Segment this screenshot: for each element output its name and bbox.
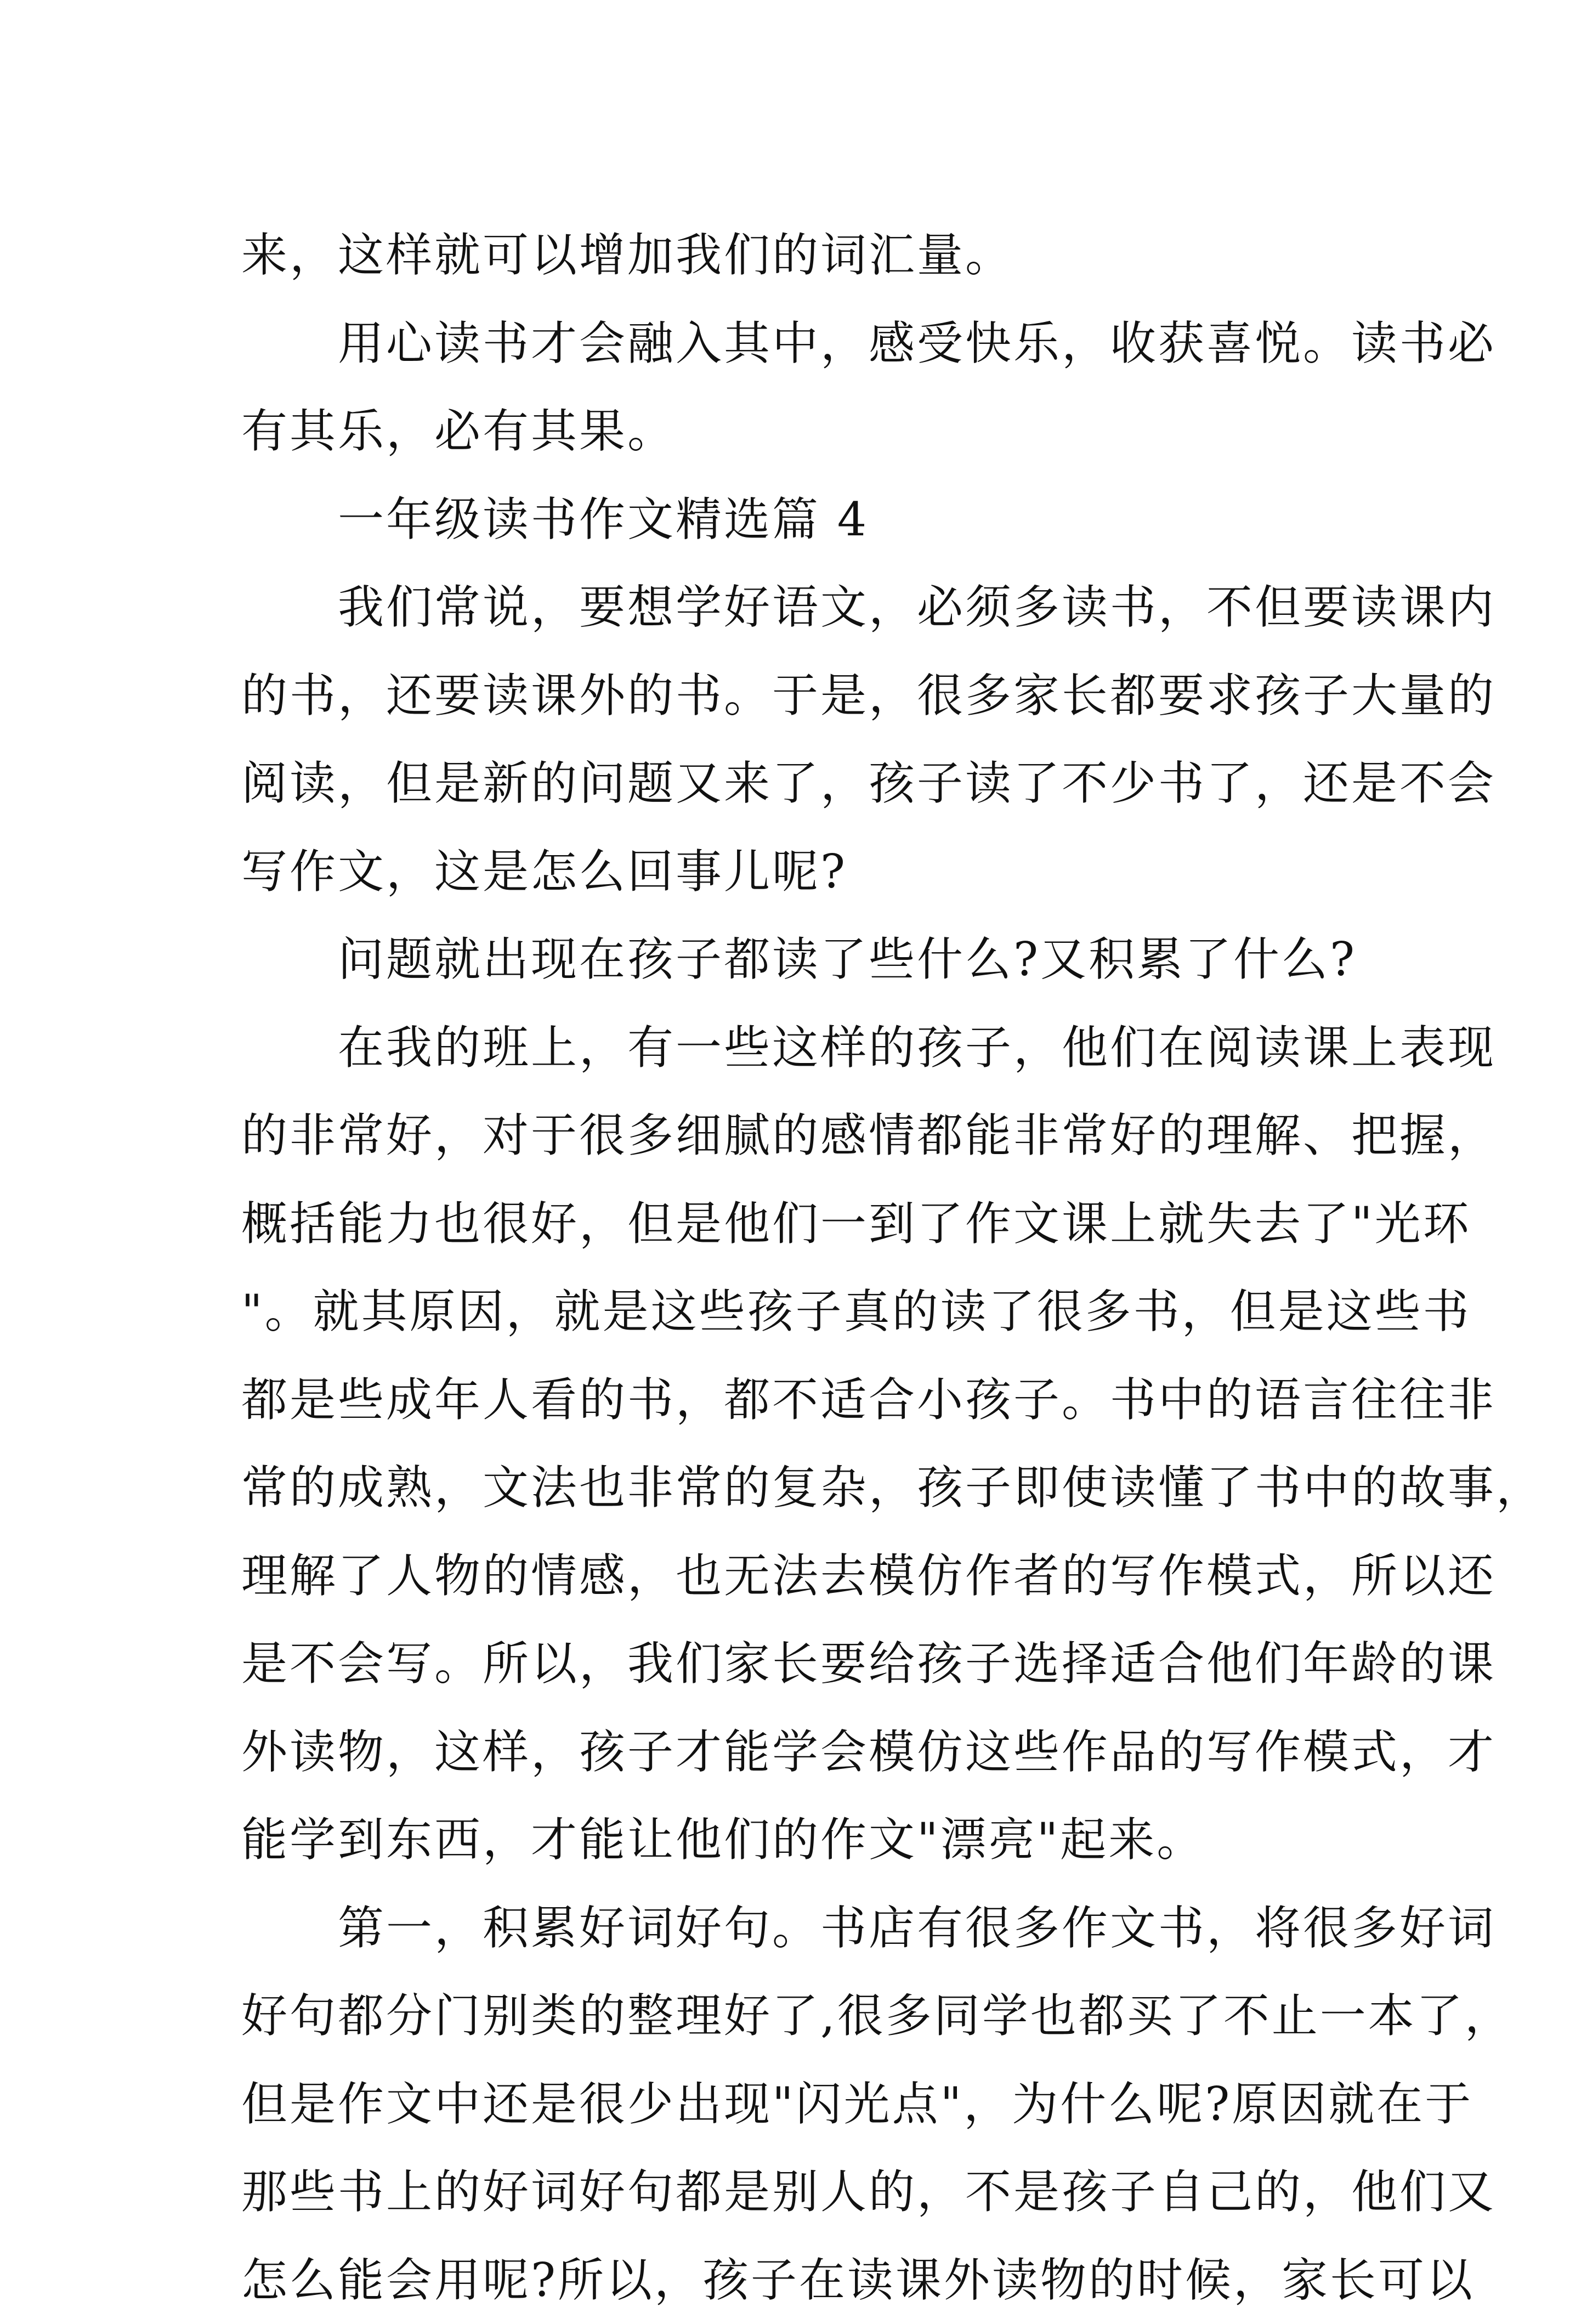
text-line: 那些书上的好词好句都是别人的，不是孩子自己的，他们又: [241, 2148, 1360, 2236]
text-line: 是不会写。所以，我们家长要给孩子选择适合他们年龄的课: [241, 1620, 1360, 1708]
text-line: 第一，积累好词好句。书店有很多作文书，将很多好词: [241, 1884, 1360, 1972]
text-line: 外读物，这样，孩子才能学会模仿这些作品的写作模式，才: [241, 1708, 1360, 1796]
text-line: 用心读书才会融入其中，感受快乐，收获喜悦。读书必: [241, 299, 1360, 388]
text-line: 在我的班上，有一些这样的孩子，他们在阅读课上表现: [241, 1004, 1360, 1092]
text-line: 都是些成年人看的书，都不适合小孩子。书中的语言往往非: [241, 1356, 1360, 1444]
text-line: 写作文，这是怎么回事儿呢?: [241, 828, 1360, 916]
text-line: 我们常说，要想学好语文，必须多读书，不但要读课内: [241, 563, 1360, 652]
text-line: 阅读，但是新的问题又来了，孩子读了不少书了，还是不会: [241, 739, 1360, 828]
text-line: 的书，还要读课外的书。于是，很多家长都要求孩子大量的: [241, 652, 1360, 740]
text-line: 常的成熟，文法也非常的复杂，孩子即使读懂了书中的故事，: [241, 1444, 1360, 1532]
text-line: 来，这样就可以增加我们的词汇量。: [241, 211, 1360, 299]
text-line: "。就其原因，就是这些孩子真的读了很多书，但是这些书: [241, 1268, 1360, 1356]
text-line: 能学到东西，才能让他们的作文"漂亮"起来。: [241, 1796, 1360, 1884]
section-heading: 一年级读书作文精选篇 4: [241, 476, 1360, 564]
text-line: 好句都分门别类的整理好了,很多同学也都买了不止一本了，: [241, 1972, 1360, 2060]
text-line: 怎么能会用呢?所以，孩子在读课外读物的时候，家长可以: [241, 2236, 1360, 2324]
text-line: 的非常好，对于很多细腻的感情都能非常好的理解、把握，: [241, 1092, 1360, 1180]
text-line: 理解了人物的情感，也无法去模仿作者的写作模式，所以还: [241, 1532, 1360, 1620]
text-line: 但是作文中还是很少出现"闪光点"，为什么呢?原因就在于: [241, 2060, 1360, 2148]
text-line: 概括能力也很好，但是他们一到了作文课上就失去了"光环: [241, 1180, 1360, 1268]
text-line: 问题就出现在孩子都读了些什么?又积累了什么?: [241, 915, 1360, 1004]
text-line: 有其乐，必有其果。: [241, 387, 1360, 476]
document-body: [241, 211, 1360, 2324]
